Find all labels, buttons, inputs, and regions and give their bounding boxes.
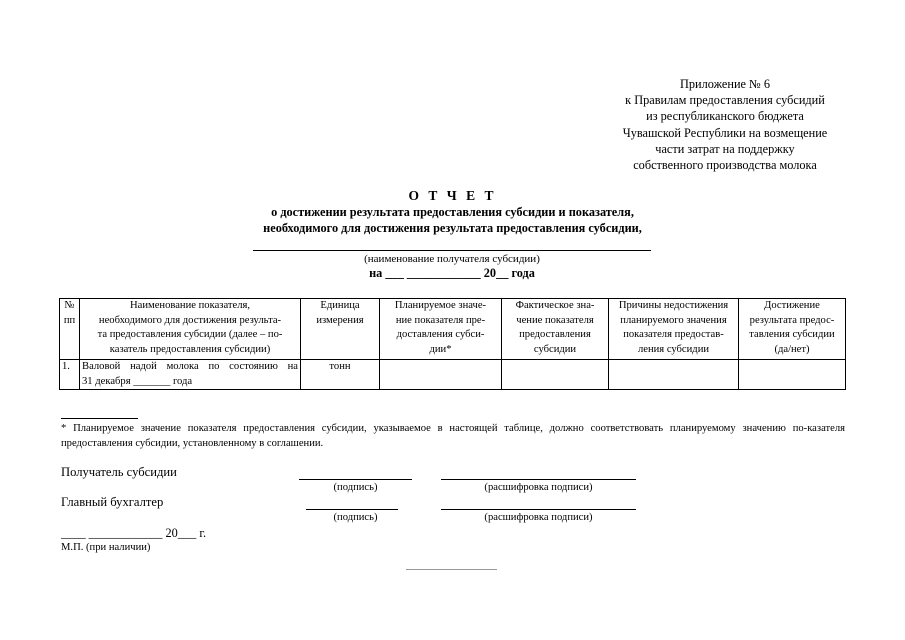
appendix-line: части затрат на поддержку [655,141,795,156]
report-subtitle [150,205,755,236]
decode-caption: (расшифровка подписи) [484,482,593,493]
report-period: на ___ ____________ 20__ года [369,266,535,280]
signature-caption: (подпись) [333,482,378,493]
row-reasons-cell[interactable] [609,360,739,390]
header-achievement: Достижение результата предос- тавления субсидии (да/нет) [739,299,846,360]
header-actual-value: Фактическое зна- чение показателя предоставления субсидии [502,299,609,360]
footnote: * Планируемое значение показателя предоставления субсидии, указываемое в настоящей таблице, должно соответствовать планируемому значению по-казателя предоставления субсидии, установленному в соглашении. [61,423,845,449]
report-subtitle-line: о достижении результата предоставления субсидии и показателя, [271,205,634,219]
footnote-rule [61,418,138,419]
page-bottom-rule [406,569,497,570]
row-achievement-cell[interactable] [739,360,846,390]
header-number: № пп [60,299,80,360]
header-reasons: Причины недостижения планируемого значения показателя предостав- ления субсидии [609,299,739,360]
header-unit: Единица измерения [301,299,380,360]
header-indicator-name: Наименование показателя, необходимого для достижения результа- та предоставления субсидии (далее – по- казатель предоставления субсидии) [80,299,301,360]
stamp-note: М.П. (при наличии) [61,542,151,553]
recipient-signature-line[interactable] [299,479,412,480]
row-number: 1. [60,360,80,390]
report-subtitle-line: необходимого для достижения результата предоставления субсидии, [263,220,642,235]
date-line: ____ ____________ 20___ г. [61,526,207,540]
report-title: О Т Ч Е Т [408,188,497,203]
header-planned-value: Планируемое значе- ние показателя пре- доставления субси- дии* [380,299,502,360]
recipient-signature-label: Получатель субсидии [61,465,177,479]
row-planned-cell[interactable] [380,360,502,390]
appendix-line: собственного производства молока [633,158,817,173]
accountant-decode-line[interactable] [441,509,636,510]
row-unit: тонн [301,360,380,390]
appendix-line: Чувашской Республики на возмещение [622,125,828,140]
row-actual-cell[interactable] [502,360,609,390]
appendix-line: из республиканского бюджета [646,109,804,124]
table-header-row [60,299,846,360]
table-row [60,360,846,390]
appendix-header [595,76,855,173]
accountant-signature-label: Главный бухгалтер [61,495,164,509]
decode-caption: (расшифровка подписи) [484,512,593,523]
recipient-name-line[interactable] [253,250,651,251]
recipient-caption: (наименование получателя субсидии) [364,253,540,265]
accountant-signature-line[interactable] [306,509,398,510]
recipient-decode-line[interactable] [441,479,636,480]
row-indicator-name: Валовой надой молока по состоянию на 31 декабря _______ года [80,360,301,390]
report-table [59,298,846,390]
appendix-line: Приложение № 6 [679,77,771,91]
signature-caption: (подпись) [333,512,378,523]
appendix-line: к Правилам предоставления субсидий [625,93,825,108]
